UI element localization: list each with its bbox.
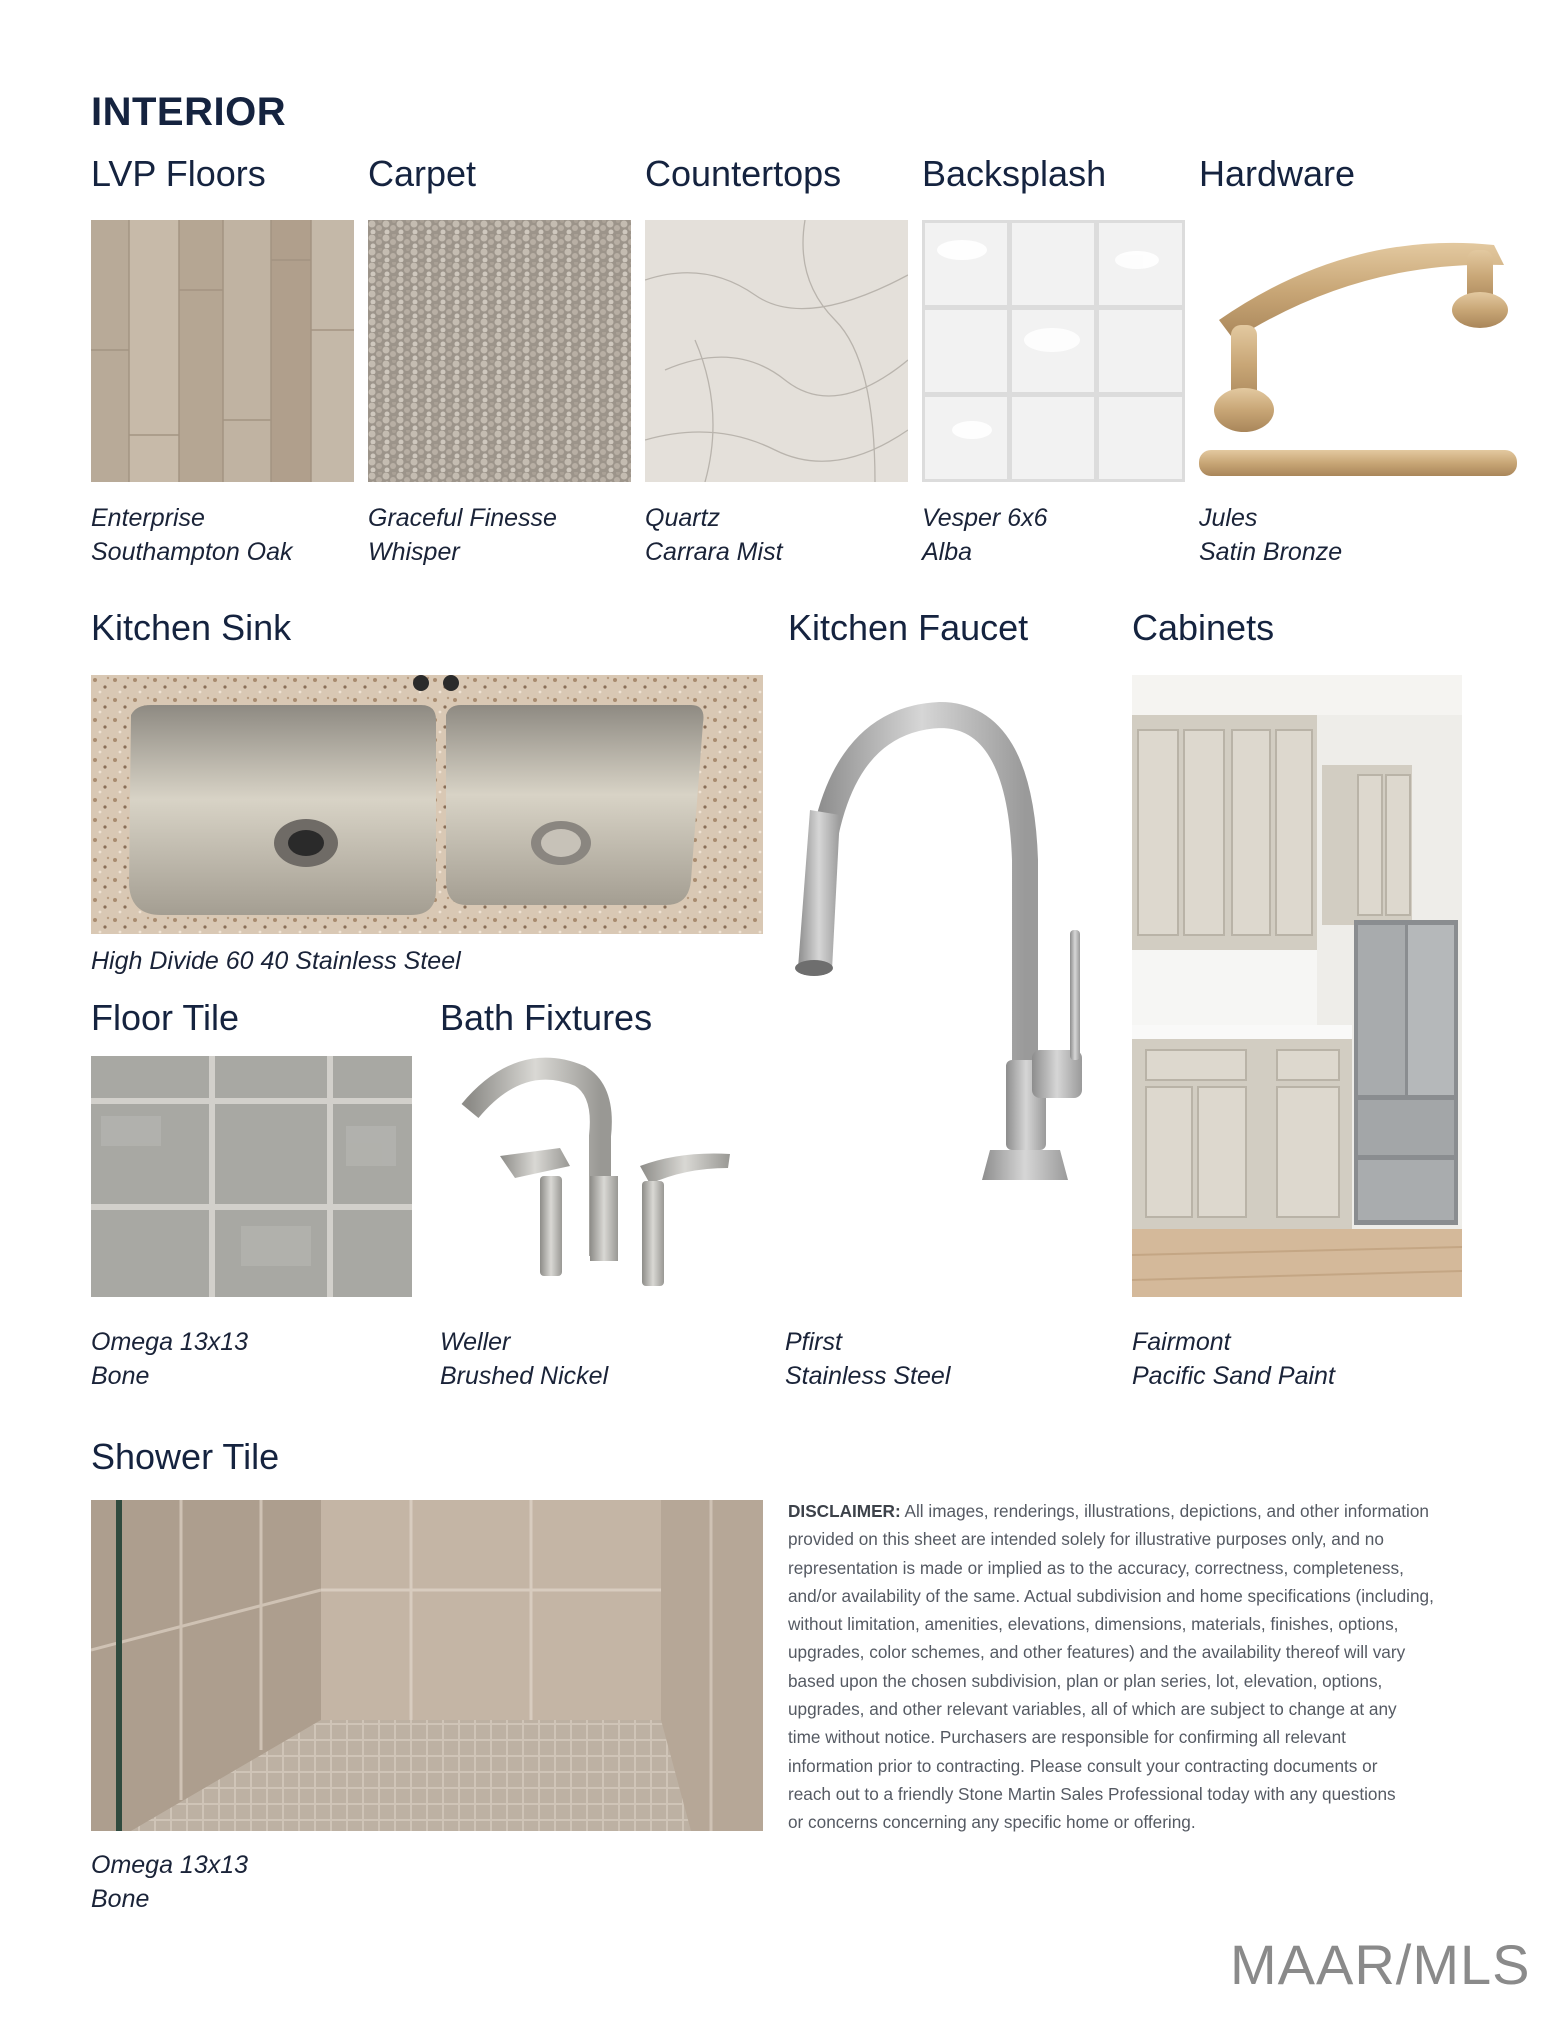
shower-tile-caption-line2: Bone bbox=[91, 1885, 150, 1913]
hardware-pull-image bbox=[1199, 220, 1517, 482]
countertops-caption bbox=[645, 501, 783, 569]
disclaimer-line-6: upgrades, color schemes, and other features) and the availability thereof will vary bbox=[788, 1642, 1406, 1663]
kitchen-faucet-caption-line1: Pfirst bbox=[785, 1328, 842, 1356]
disclaimer-line-1 bbox=[788, 1497, 1468, 1525]
disclaimer-line-3: representation is made or implied as to the accuracy, correctness, completeness, bbox=[788, 1557, 1404, 1578]
carpet-caption bbox=[368, 501, 557, 569]
cabinets-heading: Cabinets bbox=[1132, 607, 1275, 648]
kitchen-sink-heading: Kitchen Sink bbox=[91, 607, 292, 648]
countertop-swatch bbox=[645, 220, 908, 482]
cabinets-caption-line2: Pacific Sand Paint bbox=[1132, 1362, 1335, 1390]
kitchen-faucet-caption-line2: Stainless Steel bbox=[785, 1362, 951, 1390]
bath-fixtures-heading: Bath Fixtures bbox=[440, 997, 653, 1038]
disclaimer-line-9: time without notice. Purchasers are responsible for confirming all relevant bbox=[788, 1727, 1346, 1748]
hardware-caption bbox=[1199, 501, 1342, 569]
backsplash-caption bbox=[922, 501, 1048, 569]
bath-fixture-image bbox=[460, 1056, 740, 1296]
floor-tile-caption-line2: Bone bbox=[91, 1362, 150, 1390]
carpet-swatch bbox=[368, 220, 631, 482]
disclaimer-line-1-text: All images, renderings, illustrations, depictions, and other information bbox=[900, 1501, 1429, 1521]
kitchen-sink-image bbox=[91, 675, 763, 934]
hardware-caption-line2: Satin Bronze bbox=[1199, 538, 1343, 566]
kitchen-faucet-caption bbox=[785, 1325, 950, 1393]
shower-tile-heading: Shower Tile bbox=[91, 1436, 280, 1477]
mls-watermark: MAAR/MLS bbox=[1230, 1933, 1531, 1996]
lvp-floor-swatch bbox=[91, 220, 354, 482]
lvp-floors-caption-line1: Enterprise bbox=[91, 504, 205, 532]
kitchen-faucet-image bbox=[770, 700, 1120, 1260]
disclaimer-label: DISCLAIMER: bbox=[788, 1501, 901, 1521]
cabinets-caption-line1: Fairmont bbox=[1132, 1328, 1231, 1356]
bath-fixtures-caption bbox=[440, 1325, 608, 1393]
shower-tile-caption bbox=[91, 1848, 248, 1916]
disclaimer-line-7: based upon the chosen subdivision, plan or plan series, lot, elevation, options, bbox=[788, 1670, 1383, 1691]
bath-fixtures-caption-line1: Weller bbox=[440, 1328, 511, 1356]
carpet-caption-line2: Whisper bbox=[368, 538, 460, 566]
backsplash-swatch bbox=[922, 220, 1185, 482]
shower-tile-image bbox=[91, 1500, 763, 1831]
disclaimer-line-11: reach out to a friendly Stone Martin Sales Professional today with any questions bbox=[788, 1783, 1396, 1804]
cabinets-image bbox=[1132, 675, 1462, 1297]
floor-tile-swatch bbox=[91, 1056, 412, 1297]
lvp-floors-heading: LVP Floors bbox=[91, 153, 266, 194]
cabinets-caption bbox=[1132, 1325, 1335, 1393]
lvp-floors-caption-line2: Southampton Oak bbox=[91, 538, 293, 566]
floor-tile-caption-line1: Omega 13x13 bbox=[91, 1328, 249, 1356]
hardware-heading: Hardware bbox=[1199, 153, 1356, 194]
disclaimer-line-2: provided on this sheet are intended solely for illustrative purposes only, and no bbox=[788, 1529, 1384, 1550]
disclaimer-line-4: and/or availability of the same. Actual subdivision and home specifications (including, bbox=[788, 1585, 1434, 1606]
carpet-heading: Carpet bbox=[368, 153, 477, 194]
countertops-caption-line1: Quartz bbox=[645, 504, 721, 532]
backsplash-caption-line2: Alba bbox=[922, 538, 973, 566]
countertops-heading: Countertops bbox=[645, 153, 842, 194]
hardware-caption-line1: Jules bbox=[1199, 504, 1258, 532]
disclaimer-line-8: upgrades, and other relevant variables, all of which are subject to change at any bbox=[788, 1699, 1397, 1720]
carpet-caption-line1: Graceful Finesse bbox=[368, 504, 557, 532]
kitchen-sink-caption: High Divide 60 40 Stainless Steel bbox=[91, 947, 461, 975]
shower-tile-caption-line1: Omega 13x13 bbox=[91, 1851, 249, 1879]
disclaimer bbox=[788, 1497, 1468, 1837]
countertops-caption-line2: Carrara Mist bbox=[645, 538, 783, 566]
page-title: INTERIOR bbox=[91, 90, 287, 134]
disclaimer-line-12: or concerns concerning any specific home or offering. bbox=[788, 1812, 1196, 1833]
bath-fixtures-caption-line2: Brushed Nickel bbox=[440, 1362, 609, 1390]
kitchen-faucet-heading: Kitchen Faucet bbox=[788, 607, 1029, 648]
disclaimer-line-10: information prior to contracting. Please consult your contracting documents or bbox=[788, 1755, 1378, 1776]
backsplash-caption-line1: Vesper 6x6 bbox=[922, 504, 1048, 532]
backsplash-heading: Backsplash bbox=[922, 153, 1107, 194]
disclaimer-line-5: without limitation, amenities, elevations, dimensions, materials, finishes, options, bbox=[788, 1614, 1399, 1635]
floor-tile-caption bbox=[91, 1325, 248, 1393]
floor-tile-heading: Floor Tile bbox=[91, 997, 240, 1038]
lvp-floors-caption bbox=[91, 501, 293, 569]
